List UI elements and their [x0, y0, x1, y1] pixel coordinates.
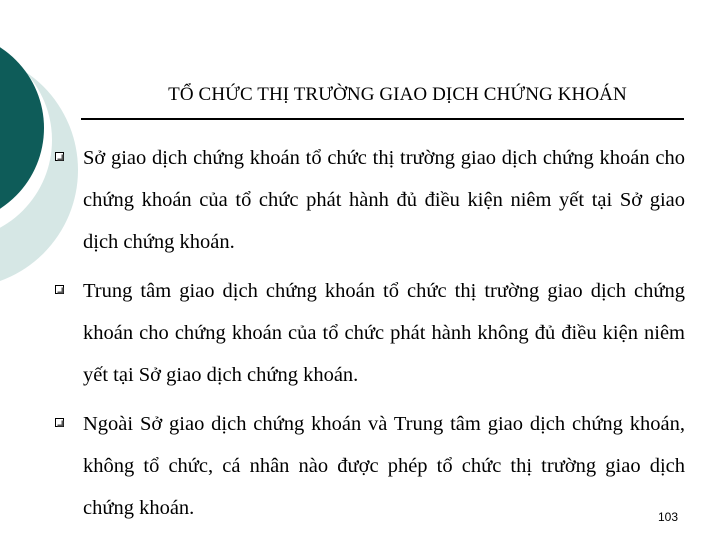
bullet-item [55, 270, 685, 396]
bullet-item [55, 137, 685, 263]
bullet-list [55, 137, 685, 536]
bullet-text: Sở giao dịch chứng khoán tổ chức thị trường giao dịch chứng khoán cho chứng khoán của tổ chức phát hành đủ điều kiện niêm yết tại Sở giao dịch chứng khoán. [83, 147, 685, 253]
bullet-text: Trung tâm giao dịch chứng khoán tổ chức thị trường giao dịch chứng khoán cho chứng khoán của tổ chức phát hành không đủ điều kiện niêm yết tại Sở giao dịch chứng khoán. [83, 280, 685, 386]
bullet-item [55, 403, 685, 529]
bullet-text: Ngoài Sở giao dịch chứng khoán và Trung tâm giao dịch chứng khoán, không tổ chức, cá nhân nào được phép tổ chức thị trường giao dịch chứng khoán. [83, 413, 685, 519]
square-bullet-icon [55, 285, 65, 295]
title-underline [81, 118, 684, 120]
page-number: 103 [657, 510, 678, 524]
square-bullet-icon [55, 418, 65, 428]
square-bullet-icon [55, 152, 65, 162]
slide-title: TỔ CHỨC THỊ TRƯỜNG GIAO DỊCH CHỨNG KHOÁN [168, 84, 627, 105]
